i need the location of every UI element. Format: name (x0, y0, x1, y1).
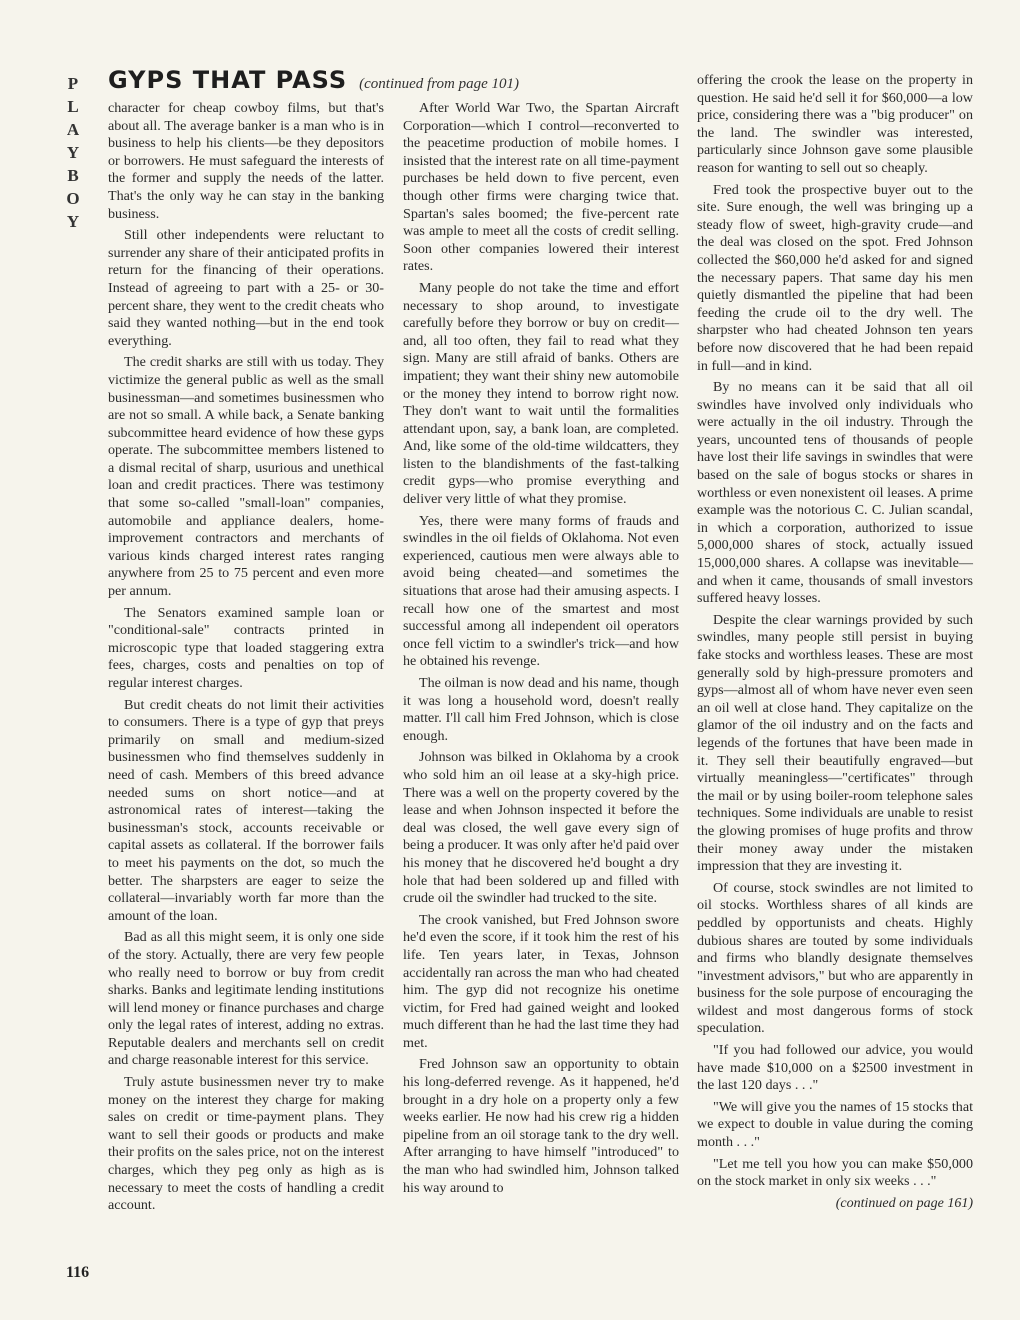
magazine-letter: L (67, 97, 79, 116)
magazine-letter: B (67, 166, 79, 185)
paragraph: Despite the clear warnings provided by such swindles, many people still persist in buying fake stocks and worthless leases. These are most generally sold by high-pressure promoters and gyps—almost all of whom have never even seen an oil well at close hand. They capitalize on the glamor of the oil industry and on the facts and legends of the fortunes that have been made in it. They sell their beautifully engraved—but virtually meaningless—"certificates" through the mail or by using boiler-room telephone sales techniques. Some individuals are unable to resist the glowing promises of huge profits and throw their money away under the mistaken impression that they are investing it. (697, 611, 973, 875)
page-number: 116 (66, 1264, 90, 1281)
paragraph: offering the crook the lease on the property in question. He said he'd sell it for $60,000—a low price, considering there was a "big producer" on the land. The swindler was interested, particularly since Johnson gave some plausible reason for wanting to sell out so cheaply. (697, 72, 973, 176)
paragraph: Fred Johnson saw an opportunity to obtain his long-deferred revenge. As it happened, he'd brought in a dry hole on a property only a few weeks earlier. He now had his crew rig a hidden pipeline from an oil storage tank to the dry well. After arranging to have himself "introduced" to the man who had swindled him, Johnson talked his way around to (403, 1056, 679, 1196)
paragraph: The crook vanished, but Fred Johnson swore he'd even the score, if it took him the rest of his life. Ten years later, in Texas, Johnson accidentally ran across the man who had cheated him. The gyp did not recognize his onetime victim, for Fred had gained weight and looked much different than he had the last time they had met. (403, 911, 679, 1051)
continued-from-note: (continued from page 101) (359, 76, 519, 92)
magazine-letter: Y (66, 143, 80, 162)
magazine-letter: Y (66, 212, 80, 231)
text-column-1 (108, 100, 384, 1280)
paragraph: Johnson was bilked in Oklahoma by a crook who sold him an oil lease at a sky-high price. There was a well on the property covered by the lease and when Johnson inspected it before the deal was closed, the well gave every sign of being a producer. It was only after he'd paid over his money that he discovered he'd bought a dry hole that had been soldered up and filled with crude oil the swindler had trucked to the site. (403, 749, 679, 907)
text-column-2 (403, 100, 679, 1280)
magazine-letter: A (66, 120, 80, 139)
paragraph: Yes, there were many forms of frauds and swindles in the oil fields of Oklahoma. Not even experienced, cautious men were always able to avoid being cheated—and sometimes the situations that arose had their amusing aspects. I recall how one of the smartest and most successful among all independent oil operators once fell victim to a swindler's trick—and how he obtained his revenge. (403, 512, 679, 670)
article-heading (108, 66, 519, 94)
magazine-letter: O (66, 189, 80, 208)
paragraph: "If you had followed our advice, you would have made $10,000 on a $2500 investment in the last 120 days . . ." (697, 1042, 973, 1094)
paragraph: Truly astute businessmen never try to make money on the interest they charge for making sales on credit or time-payment plans. They want to sell their goods or products and make their profits on the sales price, not on the interest charges, which they peg only as high as is necessary to meet the costs of handling a credit account. (108, 1074, 384, 1214)
paragraph: Bad as all this might seem, it is only one side of the story. Actually, there are very few people who really need to borrow or buy from credit sharks. Banks and legitimate lending institutions will lend money or finance purchases and charge only the legal rates of interest, adding no extras. Reputable dealers and merchants sell on credit and charge reasonable interest for this service. (108, 929, 384, 1069)
paragraph: But credit cheats do not limit their activities to consumers. There is a type of gyp that preys primarily on small and medium-sized businessmen who find themselves suddenly in need of cash. Members of this breed advance needed sums on short notice—and at astronomical rates of interest—taking the businessman's stock, accounts receivable or capital assets as collateral. If the borrower fails to meet his payments on the dot, so much the better. The sharpsters are eager to seize the collateral—invariably worth far more than the amount of the loan. (108, 696, 384, 924)
paragraph: "We will give you the names of 15 stocks that we expect to double in value during the coming month . . ." (697, 1098, 973, 1151)
paragraph: Of course, stock swindles are not limited to oil stocks. Worthless shares of all kinds are peddled by opportunists and cheats. Highly dubious shares are touted by some individuals and firms who blandly designate themselves "investment advisors," but who are apparently in business for the sole purpose of encouraging the wildest and most dangerous forms of stock speculation. (697, 879, 973, 1037)
paragraph: Many people do not take the time and effort necessary to shop around, to investigate carefully before they borrow or buy on credit—and, all too often, they fail to read what they sign. Many are still afraid of banks. Others are impatient; they want their shiny new automobile or the money they intend to borrow right now. They don't want to wait until the formalities attendant upon, say, a bank loan, are completed. And, like some of the old-time wildcatters, they listen to the blandishments of the fast-talking credit gyps—who promise everything and deliver very little of what they promise. (403, 279, 679, 508)
paragraph: After World War Two, the Spartan Aircraft Corporation—which I control—reconverted to the peacetime production of mobile homes. I insisted that the interest rate on all time-payment purchases be held down to five percent, even though other firms were charging twice that. Spartan's sales boomed; the five-percent rate was ample to meet all the costs of credit selling. Soon other companies lowered their interest rates. (403, 100, 679, 275)
text-column-3 (697, 72, 973, 1282)
paragraph: The credit sharks are still with us today. They victimize the general public as well as the small businessman—and sometimes businessmen who are not so small. A while back, a Senate banking subcommittee heard evidence of how these gyps operate. The subcommittee members listened to a dismal recital of sharp, usurious and unethical loan and credit practices. There was testimony that some so-called "small-loan" companies, automobile and appliance dealers, home-improvement contractors and merchants of various kinds charged interest rates ranging anywhere from 25 to 75 percent and even more per annum. (108, 354, 384, 600)
magazine-name-vertical (63, 72, 83, 233)
magazine-letter: P (67, 74, 79, 93)
paragraph: The Senators examined sample loan or "conditional-sale" contracts printed in microscopic type that loaded staggering extra fees, charges, costs and penalties on top of regular interest charges. (108, 604, 384, 691)
paragraph: Still other independents were reluctant to surrender any share of their anticipated profits in return for the financing of their operations. Instead of agreeing to part with a 25- or 30-percent share, they went to the credit cheats who said they wanted nothing—but in the end took everything. (108, 227, 384, 349)
paragraph: character for cheap cowboy films, but that's about all. The average banker is a man who is in business to help his clients—be they depositors or borrowers. He must safeguard the interests of the former and supply the needs of the latter. That's the only way he can stay in the banking business. (108, 100, 384, 222)
paragraph: By no means can it be said that all oil swindles have involved only individuals who were actually in the oil industry. Through the years, uncounted tens of thousands of people have lost their life savings in swindles that were based on the sale of bogus stocks or shares in worthless or even nonexistent oil leases. A prime example was the notorious C. C. Julian scandal, in which a corporation, authorized to issue 5,000,000 shares of stock, actually issued 15,000,000 shares. A collapse was inevitable—and when it came, thousands of small investors suffered heavy losses. (697, 379, 973, 607)
paragraph: Fred took the prospective buyer out to the site. Sure enough, the well was bringing up a steady flow of sweet, high-gravity crude—and the deal was closed on the spot. Fred Johnson collected the $60,000 he'd asked for and signed the necessary papers. That same day his men quietly dismantled the pipeline that had been feeding the crude oil to the dry well. The sharpster who had cheated Johnson ten years before now discovered that he had been repaid in full—and in kind. (697, 181, 973, 374)
paragraph: The oilman is now dead and his name, though it was long a household word, doesn't really matter. I'll call him Fred Johnson, which is close enough. (403, 675, 679, 744)
article-title: GYPS THAT PASS (108, 66, 348, 94)
continued-on-note: (continued on page 161) (835, 1195, 973, 1211)
paragraph: "Let me tell you how you can make $50,000 on the stock market in only six weeks . . ." (697, 1155, 973, 1190)
